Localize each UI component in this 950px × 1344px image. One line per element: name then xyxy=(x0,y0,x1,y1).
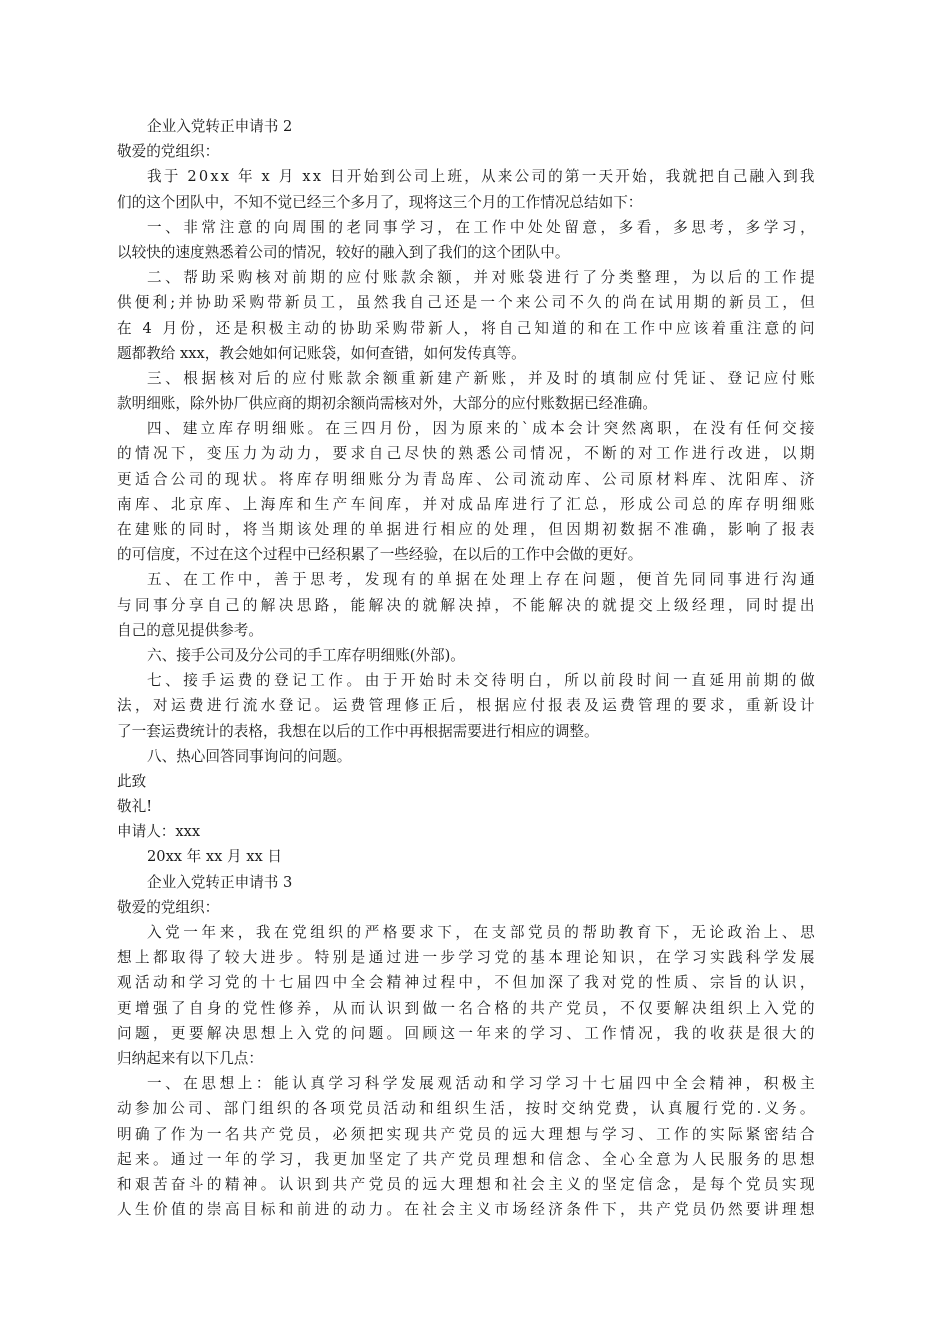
text-line: 一 、 非 常 注 意 的 向 周 围 的 老 同 事 学 习 ， 在 工 作 中 处 处 留 意 ， 多 看 ， 多 思 考 ， 多 学 习 ， xyxy=(147,218,815,236)
text-line: 观 活 动 和 学 习 党 的 十 七 届 四 中 全 会 精 神 过 程 中 ， 不 但 加 深 了 我 对 党 的 性 质 、 宗 旨 的 认 识 ， xyxy=(117,974,815,992)
text-line: 七 、 接 手 运 费 的 登 记 工 作 。 由 于 开 始 时 未 交 待 明 白 ， 所 以 前 段 时 间 一 直 延 用 前 期 的 做 xyxy=(147,672,815,690)
text-line: 问 题 ， 更 要 解 决 思 想 上 入 党 的 问 题 。 回 顾 这 一 年 来 的 学 习 、 工 作 情 况 ， 我 的 收 获 是 很 大 的 xyxy=(117,1024,815,1042)
text-line: 八、热心回答同事询问的问题。 xyxy=(147,747,352,765)
text-line: 款明细账，除外协厂供应商的期初余额尚需核对外，大部分的应付账数据已经准确。 xyxy=(117,395,657,413)
text-line: 更 适 合 公 司 的 现 状 。 将 库 存 明 细 账 分 为 青 岛 库 、 公 司 流 动 库 、 公 司 原 材 料 库 、 沈 阳 库 、 济 xyxy=(117,470,815,488)
text-line: 敬爱的党组织： xyxy=(117,143,220,161)
text-line: 二 、 帮 助 采 购 核 对 前 期 的 应 付 账 款 余 额 ， 并 对 账 袋 进 行 了 分 类 整 理 ， 为 以 后 的 工 作 提 xyxy=(147,269,815,287)
text-line: 归纳起来有以下几点： xyxy=(117,1049,263,1067)
text-line: 动 参 加 公 司 、 部 门 组 织 的 各 项 党 员 活 动 和 组 织 生 活 ， 按 时 交 纳 党 费 ， 认 真 履 行 党 的 . 义 务 。 xyxy=(117,1100,815,1118)
text-line: 南 库 、 北 京 库 、 上 海 库 和 生 产 车 间 库 ， 并 对 成 品 库 进 行 了 汇 总 ， 形 成 公 司 总 的 库 存 明 细 账 xyxy=(117,495,815,513)
text-line: 敬爱的党组织： xyxy=(117,898,220,916)
text-line: 在 建 账 的 同 时 ， 将 当 期 该 处 理 的 单 据 进 行 相 应 的 处 理 ， 但 因 期 初 数 据 不 准 确 ， 影 响 了 报 表 xyxy=(117,521,815,538)
text-line: 企业入党转正申请书 3 xyxy=(147,873,293,891)
text-line: 在 4 月 份 ， 还 是 积 极 主 动 的 协 助 采 购 带 新 人 ， 将 自 己 知 道 的 和 在 工 作 中 应 该 着 重 注 意 的 问 xyxy=(117,319,815,337)
text-line: 申请人：xxx xyxy=(117,823,201,841)
text-line: 人 生 价 值 的 崇 高 目 标 和 前 进 的 动 力 。 在 社 会 主 义 市 场 经 济 条 件 下 ， 共 产 党 员 仍 然 要 讲 理 想 xyxy=(117,1201,815,1219)
text-line: 题都教给 xxx，教会她如何记账袋，如何查错，如何发传真等。 xyxy=(117,344,526,362)
text-line: 明 确 了 作 为 一 名 共 产 党 员 ， 必 须 把 实 现 共 产 党 员 的 远 大 理 想 与 学 习 、 工 作 的 实 际 紧 密 结 合 xyxy=(117,1125,815,1143)
text-line: 法 ， 对 运 费 进 行 流 水 登 记 。 运 费 管 理 修 正 后 ， 根 据 应 付 报 表 及 运 费 管 理 的 要 求 ， 重 新 设 计 xyxy=(117,697,815,715)
text-line: 了一套运费统计的表格，我想在以后的工作中再根据需要进行相应的调整。 xyxy=(117,722,599,740)
text-line: 们的这个团队中，不知不觉已经三个多月了，现将这三个月的工作情况总结如下： xyxy=(117,193,643,211)
text-line: 自己的意见提供参考。 xyxy=(117,621,263,639)
text-line: 敬礼! xyxy=(117,798,153,816)
text-line: 企业入党转正申请书 2 xyxy=(147,118,293,135)
text-line: 此致 xyxy=(117,772,147,790)
text-line: 供 便 利 ; 并 协 助 采 购 带 新 员 工 ， 虽 然 我 自 己 还 是 一 个 来 公 司 不 久 的 尚 在 试 用 期 的 新 员 工 ， 但 xyxy=(117,294,815,312)
text-line: 的 情 况 下 ， 变 压 力 为 动 力 ， 要 求 自 己 尽 快 的 熟 悉 公 司 情 况 ， 不 断 的 对 工 作 进 行 改 进 ， 以 期 xyxy=(117,445,815,463)
text-line: 更 增 强 了 自 身 的 党 性 修 养 ， 从 而 认 识 到 做 一 名 合 格 的 共 产 党 员 ， 不 仅 要 解 决 组 织 上 入 党 的 xyxy=(117,999,815,1017)
text-line: 与 同 事 分 享 自 己 的 解 决 思 路 ， 能 解 决 的 就 解 决 掉 ， 不 能 解 决 的 就 提 交 上 级 经 理 ， 同 时 提 出 xyxy=(117,596,815,614)
text-line: 三 、 根 据 核 对 后 的 应 付 账 款 余 额 重 新 建 产 新 账 ， 并 及 时 的 填 制 应 付 凭 证 、 登 记 应 付 账 xyxy=(147,369,815,387)
text-line: 六、接手公司及分公司的手工库存明细账(外部)。 xyxy=(147,646,465,664)
text-line: 我 于 2 0 x x 年 x 月 x x 日 开 始 到 公 司 上 班 ， 从 来 公 司 的 第 一 天 开 始 ， 我 就 把 自 己 融 入 到 我 xyxy=(147,168,815,186)
text-line: 起 来 。 通 过 一 年 的 学 习 ， 我 更 加 坚 定 了 共 产 党 员 理 想 和 信 念 、 全 心 全 意 为 人 民 服 务 的 思 想 xyxy=(117,1150,815,1168)
document-body xyxy=(117,114,815,1222)
text-line: 的可信度，不过在这个过程中已经积累了一些经验，在以后的工作中会做的更好。 xyxy=(117,546,643,564)
text-line: 一 、 在 思 想 上 ： 能 认 真 学 习 科 学 发 展 观 活 动 和 学 习 学 习 十 七 届 四 中 全 会 精 神 ， 积 极 主 xyxy=(147,1075,815,1093)
text-line: 四 、 建 立 库 存 明 细 账 。 在 三 四 月 份 ， 因 为 原 来 的 ` 成 本 会 计 突 然 离 职 ， 在 没 有 任 何 交 接 xyxy=(147,420,815,438)
text-line: 20xx 年 xx 月 xx 日 xyxy=(147,848,282,866)
text-line: 以较快的速度熟悉着公司的情况，较好的融入到了我们的这个团队中。 xyxy=(117,243,570,261)
text-line: 想 上 都 取 得 了 较 大 进 步 。 特 别 是 通 过 进 一 步 学 习 党 的 基 本 理 论 知 识 ， 在 学 习 实 践 科 学 发 展 xyxy=(117,949,815,967)
text-line: 五 、 在 工 作 中 ， 善 于 思 考 ， 发 现 有 的 单 据 在 处 理 上 存 在 问 题 ， 便 首 先 同 同 事 进 行 沟 通 xyxy=(147,571,815,589)
text-line: 入 党 一 年 来 ， 我 在 党 组 织 的 严 格 要 求 下 ， 在 支 部 党 员 的 帮 助 教 育 下 ， 无 论 政 治 上 、 思 xyxy=(147,924,815,941)
text-line: 和 艰 苦 奋 斗 的 精 神 。 认 识 到 共 产 党 员 的 远 大 理 想 和 社 会 主 义 的 坚 定 信 念 ， 是 每 个 党 员 实 现 xyxy=(117,1175,815,1193)
